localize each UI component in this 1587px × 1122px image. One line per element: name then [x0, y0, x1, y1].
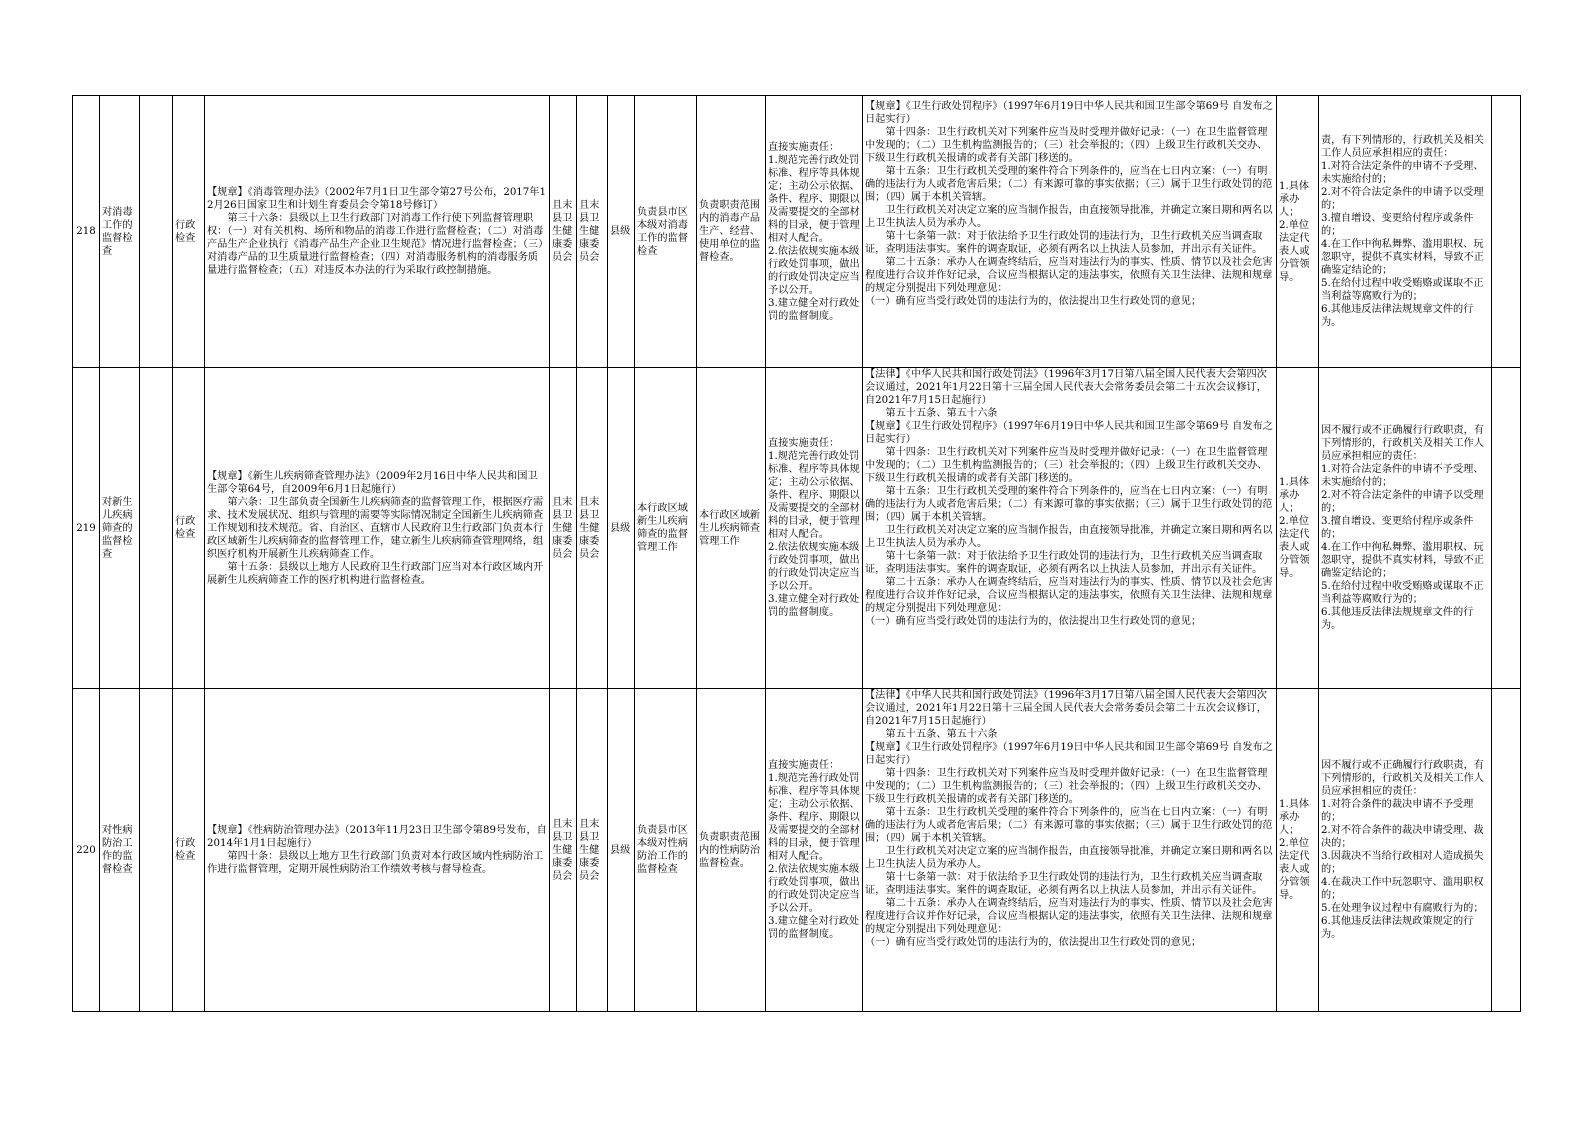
liability-text: 因不履行或不正确履行行政职责，有下列情形的，行政机关及相关工作人员应承担相应的责任： 1.对符合法定条件的申请不予受理、未实施给付的； 2.对不符合法定条件的申请予以受理的； 3.擅自增设、变更给付程序或条件的； 4.在工作中徇私舞弊、滥用职权、玩忽职守，提供不真实材料，导致不正确鉴定结论的； 5.在给付过程中收受贿赂或谋取不正当利益等腐败行为的； 6.其他违反法律法规规章文件的行为。 — [1321, 425, 1484, 631]
exercise-level: 县级 — [608, 368, 635, 689]
liability-clause — [1319, 689, 1492, 1012]
procedure-article: 卫生行政机关对决定立案的应当制作报告，由直接领导批准，并确定立案日期和两名以上卫生执法人员为承办人。 — [865, 846, 1273, 870]
basis-source: 【规章】《新生儿疾病筛查管理办法》（2009年2月16日中华人民共和国卫生部令第64号，自2009年6月1日起施行） — [207, 470, 538, 495]
empty-cell — [140, 368, 173, 689]
procedure-article: 第十五条：卫生行政机关受理的案件符合下列条件的，应当在七日内立案：（一）有明确的违法行为人或者危害后果；（二）有来源可靠的事实依据；（三）属于卫生行政处罚的范围；（四）属于本机关管辖。 — [865, 807, 1273, 844]
liability-text: 责，有下列情形的，行政机关及相关工作人员应承担相应的责任： 1.对符合法定条件的申请不予受理、未实施给付的； 2.对不符合法定条件的申请予以受理的； 3.擅自增设、变更给付程序或条件的； 4.在工作中徇私舞弊、滥用职权、玩忽职守，提供不真实材料，导致不正确鉴定结论的； 5.在给付过程中收受贿赂或谋取不正当利益等腐败行为的； 6.其他违反法律法规规章文件的行为。 — [1321, 135, 1484, 328]
item-name: 对性病防治工作的监督检查 — [100, 689, 140, 1012]
procedure-basis — [863, 368, 1277, 689]
table-row — [73, 689, 1521, 1012]
procedure-article: 第十七条第一款：对于依法给予卫生行政处罚的违法行为，卫生行政机关应当调查取证，查明违法事实。案件的调查取证，必须有两名以上执法人员参加，并出示有关证件。 — [865, 231, 1263, 255]
procedure-source: 【法律】《中华人民共和国行政处罚法》（1996年3月17日第八届全国人民代表大会第四次会议通过，2021年1月22日第十三届全国人民代表大会常务委员会第二十五次会议修订，自2021年7月15日起施行） — [865, 369, 1267, 406]
procedure-basis — [863, 689, 1277, 1012]
exercise-level: 县级 — [608, 689, 635, 1012]
procedure-basis — [863, 96, 1277, 368]
empty-cell — [140, 96, 173, 368]
responsible-dept: 且末县卫生健康委员会 — [577, 368, 608, 689]
responsibility-items — [766, 689, 863, 1012]
item-content: 本行政区域新生儿疾病筛查管理工作 — [697, 368, 766, 689]
bearer-text: 1.具体承办人； 2.单位法定代表人或分管领导。 — [1279, 180, 1310, 283]
responsibility-items — [766, 368, 863, 689]
procedure-article: 第十四条：卫生行政机关对下列案件应当及时受理并做好记录：（一）在卫生监督管理中发现的；（二）卫生机构监测报告的；（三）社会举报的；（四）上级卫生行政机关交办、下级卫生行政机关报请的或者有关部门移送的。 — [865, 447, 1268, 484]
procedure-article: 卫生行政机关对决定立案的应当制作报告，由直接领导批准，并确定立案日期和两名以上卫生执法人员为承办人。 — [865, 525, 1273, 549]
item-scope: 负责县市区本级对性病防治工作的监督检查 — [635, 689, 697, 1012]
procedure-article: 第二十五条：承办人在调查终结后，应当对违法行为的事实、性质、情节以及社会危害程度进行合议并作好记录，合议应当根据认定的违法事实，依照有关卫生法律、法规和规章的规定分别提出下列处理意见： — [865, 577, 1273, 614]
procedure-article: （一）确有应当受行政处罚的违法行为的，依法提出卫生行政处罚的意见； — [865, 937, 1202, 948]
legal-basis — [205, 689, 550, 1012]
exercise-level: 县级 — [608, 96, 635, 368]
row-number: 220 — [73, 689, 100, 1012]
procedure-source: 【规章】《卫生行政处罚程序》（1997年6月19日中华人民共和国卫生部令第69号 自发布之日起实行） — [865, 742, 1273, 766]
liability-clause — [1319, 96, 1492, 368]
procedure-article: （一）确有应当受行政处罚的违法行为的，依法提出卫生行政处罚的意见； — [865, 616, 1202, 627]
basis-article: 第十五条：县级以上地方人民政府卫生行政部门应当对本行政区域内开展新生儿疾病筛查工作的医疗机构进行监督检查。 — [207, 561, 544, 586]
legal-basis — [205, 96, 550, 368]
item-name: 对消毒工作的监督检查 — [100, 96, 140, 368]
bearer-text: 1.具体承办人； 2.单位法定代表人或分管领导。 — [1279, 477, 1310, 579]
item-content: 负责职责范围内的消毒产品生产、经营、使用单位的监督检查。 — [697, 96, 766, 368]
table-row — [73, 368, 1521, 689]
duty-text: 直接实施责任： 1.规范完善行政处罚标准、程序等具体规定；主动公示依据、条件、程序、期限以及需要提交的全部材料的目录，便于管理相对人配合。 2.依法依规实施本级行政处罚事项，做出的行政处罚决定应当予以公开。 3.建立健全对行政处罚的监督制度。 — [768, 438, 860, 618]
procedure-article: 第十五条：卫生行政机关受理的案件符合下列条件的，应当在七日内立案：（一）有明确的违法行为人或者危害后果；（二）有来源可靠的事实依据；（三）属于卫生行政处罚的范围；（四）属于本机关管辖。 — [865, 166, 1273, 203]
regulation-table — [72, 95, 1521, 1012]
responsibility-items — [766, 96, 863, 368]
responsible-person — [1277, 368, 1319, 689]
legal-basis — [205, 368, 550, 689]
procedure-source: 【法律】《中华人民共和国行政处罚法》（1996年3月17日第八届全国人民代表大会第四次会议通过，2021年1月22日第十三届全国人民代表大会常务委员会第二十五次会议修订，自2021年7月15日起施行） — [865, 690, 1267, 727]
procedure-article: 第十四条：卫生行政机关对下列案件应当及时受理并做好记录：（一）在卫生监督管理中发现的；（二）卫生机构监测报告的；（三）社会举报的；（四）上级卫生行政机关交办、下级卫生行政机关报请的或者有关部门移送的。 — [865, 127, 1268, 164]
procedure-article: 第十四条：卫生行政机关对下列案件应当及时受理并做好记录：（一）在卫生监督管理中发现的；（二）卫生机构监测报告的；（三）社会举报的；（四）上级卫生行政机关交办、下级卫生行政机关报请的或者有关部门移送的。 — [865, 768, 1268, 805]
item-content: 负责职责范围内的性病防治监督检查。 — [697, 689, 766, 1012]
procedure-source: 【规章】《卫生行政处罚程序》（1997年6月19日中华人民共和国卫生部令第69号 自发布之日起实行） — [865, 421, 1273, 445]
implementing-dept: 且末县卫生健康委员会 — [550, 689, 577, 1012]
empty-cell — [140, 689, 173, 1012]
empty-cell — [1492, 368, 1521, 689]
duty-text: 直接实施责任： 1.规范完善行政处罚标准、程序等具体规定；主动公示依据、条件、程序、期限以及需要提交的全部材料的目录，便于管理相对人配合。 2.依法依规实施本级行政处罚事项，做出的行政处罚决定应当予以公开。 3.建立健全对行政处罚的监督制度。 — [768, 760, 860, 940]
procedure-article: （一）确有应当受行政处罚的违法行为的，依法提出卫生行政处罚的意见； — [865, 296, 1202, 307]
procedure-article: 第十七条第一款：对于依法给予卫生行政处罚的违法行为，卫生行政机关应当调查取证，查明违法事实。案件的调查取证，必须有两名以上执法人员参加，并出示有关证件。 — [865, 872, 1263, 896]
empty-cell — [1492, 96, 1521, 368]
row-number: 219 — [73, 368, 100, 689]
duty-text: 直接实施责任： 1.规范完善行政处罚标准、程序等具体规定；主动公示依据、条件、程序、期限以及需要提交的全部材料的目录，便于管理相对人配合。 2.依法依规实施本级行政处罚事项，做出的行政处罚决定应当予以公开。 3.建立健全对行政处罚的监督制度。 — [768, 141, 860, 322]
responsible-dept: 且末县卫生健康委员会 — [577, 689, 608, 1012]
table-row — [73, 96, 1521, 368]
liability-text: 因不履行或不正确履行行政职责，有下列情形的，行政机关及相关工作人员应承担相应的责任： 1.对符合条件的裁决申请不予受理的； 2.对不符合条件的裁决申请受理、裁决的； 3.因裁决不当给行政相对人造成损失的； 4.在裁决工作中玩忽职守、滥用职权的； 5.在处理争议过程中有腐败行为的； 6.其他违反法律法规政策规定的行为。 — [1321, 760, 1484, 940]
implementing-dept: 且末县卫生健康委员会 — [550, 96, 577, 368]
bearer-text: 1.具体承办人； 2.单位法定代表人或分管领导。 — [1279, 799, 1310, 901]
procedure-article: 第二十五条：承办人在调查终结后，应当对违法行为的事实、性质、情节以及社会危害程度进行合议并作好记录，合议应当根据认定的违法事实，依照有关卫生法律、法规和规章的规定分别提出下列处理意见： — [865, 257, 1273, 294]
procedure-article: 第二十五条：承办人在调查终结后，应当对违法行为的事实、性质、情节以及社会危害程度进行合议并作好记录，合议应当根据认定的违法事实，依照有关卫生法律、法规和规章的规定分别提出下列处理意见： — [865, 898, 1273, 935]
empty-cell — [1492, 689, 1521, 1012]
item-scope: 负责县市区本级对消毒工作的监督检查 — [635, 96, 697, 368]
item-category: 行政检查 — [173, 689, 205, 1012]
item-category: 行政检查 — [173, 96, 205, 368]
procedure-source: 【规章】《卫生行政处罚程序》（1997年6月19日中华人民共和国卫生部令第69号 自发布之日起实行） — [865, 101, 1273, 125]
procedure-article: 第十七条第一款：对于依法给予卫生行政处罚的违法行为，卫生行政机关应当调查取证，查明违法事实。案件的调查取证，必须有两名以上执法人员参加，并出示有关证件。 — [865, 551, 1263, 575]
item-scope: 本行政区域新生儿疾病筛查的监督管理工作 — [635, 368, 697, 689]
basis-article: 第三十六条：县级以上卫生行政部门对消毒工作行使下列监督管理职权：（一）对有关机构、场所和物品的消毒工作进行监督检查；（二）对消毒产品生产企业执行《消毒产品生产企业卫生规范》情况进行监督检查；（三）对消毒产品的卫生质量进行监督检查；（四）对消毒服务机构的消毒服务质量进行监督检查；（五）对违反本办法的行为采取行政控制措施。 — [207, 213, 544, 276]
basis-source: 【规章】《消毒管理办法》（2002年7月1日卫生部令第27号公布，2017年12月26日国家卫生和计划生育委员会令第18号修订） — [207, 187, 546, 211]
procedure-article: 卫生行政机关对决定立案的应当制作报告，由直接领导批准，并确定立案日期和两名以上卫生执法人员为承办人。 — [865, 205, 1273, 229]
item-name: 对新生儿疾病筛查的监督检查 — [100, 368, 140, 689]
responsible-person — [1277, 96, 1319, 368]
basis-article: 第六条：卫生部负责全国新生儿疾病筛查的监督管理工作，根据医疗需求、技术发展状况、组织与管理的需要等实际情况制定全国新生儿疾病筛查工作规划和技术规范。省、自治区、直辖市人民政府卫生行政部门负责本行政区域新生儿疾病筛查的监督管理工作，建立新生儿疾病筛查管理网络，组织医疗机构开展新生儿疾病筛查工作。 — [207, 496, 544, 560]
row-number: 218 — [73, 96, 100, 368]
liability-clause — [1319, 368, 1492, 689]
responsible-person — [1277, 689, 1319, 1012]
procedure-article: 第十五条：卫生行政机关受理的案件符合下列条件的，应当在七日内立案：（一）有明确的违法行为人或者危害后果；（二）有来源可靠的事实依据；（三）属于卫生行政处罚的范围；（四）属于本机关管辖。 — [865, 486, 1273, 523]
procedure-article: 第五十五条、第五十六条 — [885, 408, 998, 419]
procedure-article: 第五十五条、第五十六条 — [885, 729, 998, 740]
basis-article: 第四十条：县级以上地方卫生行政部门负责对本行政区域内性病防治工作进行监督管理，定期开展性病防治工作绩效考核与督导检查。 — [207, 851, 544, 875]
basis-source: 【规章】《性病防治管理办法》（2013年11月23日卫生部令第89号发布，自2014年1月1日起施行） — [207, 825, 547, 849]
responsible-dept: 且末县卫生健康委员会 — [577, 96, 608, 368]
item-category: 行政检查 — [173, 368, 205, 689]
implementing-dept: 且末县卫生健康委员会 — [550, 368, 577, 689]
